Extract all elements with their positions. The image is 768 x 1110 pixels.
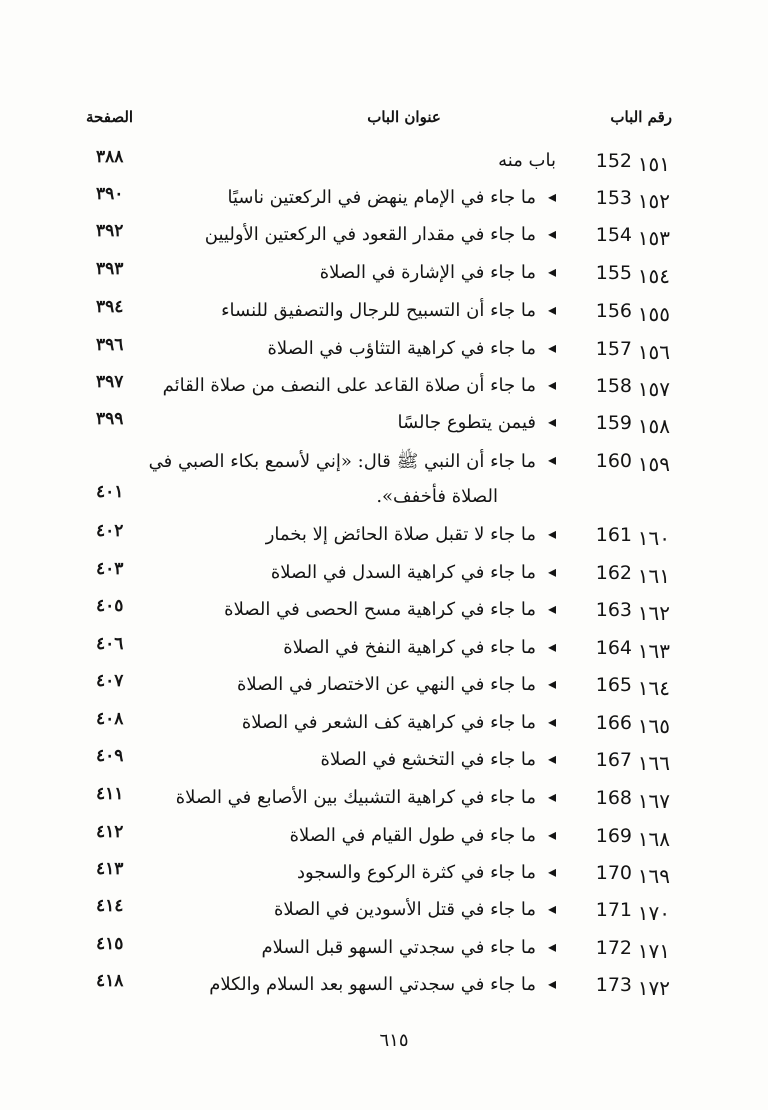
index-row <box>0 595 768 633</box>
chapter-number: 172 <box>595 937 632 959</box>
page-ref: ٤٠٢ <box>96 521 124 541</box>
chapter-number: 165 <box>595 674 632 696</box>
continuation-page: ٤٠١ <box>96 482 124 502</box>
continuation-title: الصلاة فأخفف». <box>376 486 498 507</box>
chapter-number-arabic: ١٦٢ <box>637 601 670 625</box>
chapter-number-arabic: ١٦٩ <box>637 864 670 888</box>
chapter-title: ما جاء أن التسبيح للرجال والتصفيق للنساء <box>221 300 536 321</box>
chapter-title: ما جاء لا تقبل صلاة الحائض إلا بخمار <box>265 524 536 545</box>
bullet-icon: ◂ <box>547 224 556 243</box>
page-ref: ٣٩٢ <box>96 221 124 241</box>
chapter-number-arabic: ١٧٢ <box>637 976 670 1000</box>
chapter-number-arabic: ١٧٠ <box>637 901 670 925</box>
page-ref: ٤٠٦ <box>96 634 124 654</box>
header-page: الصفحة <box>86 108 134 126</box>
page-ref: ٣٩٧ <box>96 372 124 392</box>
page-ref: ٣٩٠ <box>96 184 124 204</box>
index-row <box>0 371 768 409</box>
page-ref: ٤١١ <box>96 784 124 804</box>
index-row <box>0 258 768 296</box>
header-chapter-title: عنوان الباب <box>367 108 441 126</box>
chapter-number: 173 <box>595 974 632 996</box>
chapter-number-arabic: ١٥٤ <box>637 264 670 288</box>
bullet-icon: ◂ <box>547 974 556 993</box>
chapter-number: 163 <box>595 599 632 621</box>
index-row <box>0 296 768 334</box>
chapter-number-arabic: ١٥٦ <box>637 340 670 364</box>
page-ref: ٣٨٨ <box>96 147 124 167</box>
chapter-title: فيمن يتطوع جالسًا <box>397 412 536 433</box>
index-row <box>0 520 768 558</box>
index-row <box>0 745 768 783</box>
chapter-number-arabic: ١٥١ <box>637 152 670 176</box>
chapter-number: 168 <box>595 787 632 809</box>
chapter-title: ما جاء في كراهية التشبيك بين الأصابع في الصلاة <box>175 787 536 808</box>
bullet-icon: ◂ <box>547 375 556 394</box>
bullet-icon: ◂ <box>547 712 556 731</box>
chapter-title: ما جاء في سجدتي السهو بعد السلام والكلام <box>209 974 536 995</box>
bullet-icon: ◂ <box>547 187 556 206</box>
chapter-title: باب منه <box>498 150 556 171</box>
index-row <box>0 783 768 821</box>
chapter-number: 154 <box>595 224 632 246</box>
index-row <box>0 220 768 258</box>
chapter-number-arabic: ١٦٣ <box>637 639 670 663</box>
bullet-icon: ◂ <box>547 637 556 656</box>
chapter-number-arabic: ١٦٠ <box>637 526 670 550</box>
chapter-title: ما جاء في قتل الأسودين في الصلاة <box>273 899 536 920</box>
page-ref: ٤٠٥ <box>96 596 124 616</box>
chapter-title: ما جاء أن النبي ﷺ قال: «إني لأسمع بكاء الصبي في <box>148 451 536 472</box>
page-ref: ٤١٣ <box>96 859 124 879</box>
chapter-title: ما جاء في كراهية السدل في الصلاة <box>270 562 536 583</box>
index-row <box>0 858 768 896</box>
index-row <box>0 933 768 971</box>
bullet-icon: ◂ <box>547 899 556 918</box>
chapter-number: 159 <box>595 412 632 434</box>
index-row <box>0 821 768 859</box>
bullet-icon: ◂ <box>547 338 556 357</box>
chapter-number: 157 <box>595 338 632 360</box>
index-row <box>0 146 768 184</box>
chapter-number: 170 <box>595 862 632 884</box>
page-ref: ٤٠٩ <box>96 746 124 766</box>
chapter-number: 167 <box>595 749 632 771</box>
chapter-number-arabic: ١٦٨ <box>637 827 670 851</box>
page-ref: ٣٩٦ <box>96 335 124 355</box>
bullet-icon: ◂ <box>547 787 556 806</box>
index-row <box>0 183 768 221</box>
chapter-title: ما جاء في كراهية النفخ في الصلاة <box>283 637 536 658</box>
index-row <box>0 970 768 1008</box>
page-ref: ٤٠٣ <box>96 559 124 579</box>
chapter-number: 164 <box>595 637 632 659</box>
chapter-number: 153 <box>595 187 632 209</box>
index-row <box>0 895 768 933</box>
bullet-icon: ◂ <box>547 825 556 844</box>
page-ref: ٤١٢ <box>96 822 124 842</box>
chapter-title: ما جاء في الإمام ينهض في الركعتين ناسيًا <box>227 187 536 208</box>
bullet-icon: ◂ <box>547 937 556 956</box>
bullet-icon: ◂ <box>547 300 556 319</box>
page-ref: ٤٠٨ <box>96 709 124 729</box>
page-ref: ٣٩٤ <box>96 297 124 317</box>
index-row <box>0 708 768 746</box>
bullet-icon: ◂ <box>547 562 556 581</box>
page-ref: ٤١٤ <box>96 896 124 916</box>
chapter-title: ما جاء في سجدتي السهو قبل السلام <box>261 937 536 958</box>
chapter-number: 169 <box>595 825 632 847</box>
chapter-number-arabic: ١٥٢ <box>637 189 670 213</box>
chapter-number-arabic: ١٦٤ <box>637 676 670 700</box>
bullet-icon: ◂ <box>547 749 556 768</box>
bullet-icon: ◂ <box>547 674 556 693</box>
bullet-icon: ◂ <box>547 524 556 543</box>
page-number: ٦١٥ <box>379 1030 409 1051</box>
index-row <box>0 334 768 372</box>
page-ref: ٤١٨ <box>96 971 124 991</box>
chapter-number: 166 <box>595 712 632 734</box>
chapter-title: ما جاء في الإشارة في الصلاة <box>319 262 536 283</box>
chapter-number-arabic: ١٦٧ <box>637 789 670 813</box>
index-row <box>0 446 768 484</box>
chapter-title: ما جاء في مقدار القعود في الركعتين الأوليين <box>204 224 536 245</box>
index-row <box>0 633 768 671</box>
chapter-number-arabic: ١٧١ <box>637 939 670 963</box>
chapter-number-arabic: ١٦٦ <box>637 751 670 775</box>
chapter-number: 158 <box>595 375 632 397</box>
chapter-title: ما جاء في النهي عن الاختصار في الصلاة <box>236 674 536 695</box>
chapter-title: ما جاء في طول القيام في الصلاة <box>289 825 536 846</box>
bullet-icon: ◂ <box>547 450 556 469</box>
chapter-title: ما جاء في كراهية التثاؤب في الصلاة <box>267 338 536 359</box>
chapter-title: ما جاء في كراهية كف الشعر في الصلاة <box>241 712 536 733</box>
bullet-icon: ◂ <box>547 262 556 281</box>
chapter-number-arabic: ١٥٧ <box>637 377 670 401</box>
page-ref: ٣٩٣ <box>96 259 124 279</box>
chapter-number-arabic: ١٥٣ <box>637 226 670 250</box>
chapter-number: 171 <box>595 899 632 921</box>
chapter-number: 155 <box>595 262 632 284</box>
chapter-number: 156 <box>595 300 632 322</box>
index-row <box>0 670 768 708</box>
chapter-number-arabic: ١٥٩ <box>637 452 670 476</box>
header-chapter-number: رقم الباب <box>610 108 672 126</box>
chapter-number-arabic: ١٦١ <box>637 564 670 588</box>
bullet-icon: ◂ <box>547 862 556 881</box>
chapter-number: 160 <box>595 450 632 472</box>
chapter-number: 161 <box>595 524 632 546</box>
page-ref: ٤١٥ <box>96 934 124 954</box>
chapter-number: 152 <box>595 150 632 172</box>
chapter-number-arabic: ١٥٨ <box>637 414 670 438</box>
page-ref: ٤٠٧ <box>96 671 124 691</box>
chapter-title: ما جاء أن صلاة القاعد على النصف من صلاة القائم <box>162 375 536 396</box>
index-row <box>0 558 768 596</box>
chapter-title: ما جاء في التخشع في الصلاة <box>320 749 536 770</box>
bullet-icon: ◂ <box>547 599 556 618</box>
index-row <box>0 408 768 446</box>
chapter-number-arabic: ١٦٥ <box>637 714 670 738</box>
chapter-title: ما جاء في كراهية مسح الحصى في الصلاة <box>224 599 536 620</box>
bullet-icon: ◂ <box>547 412 556 431</box>
chapter-number: 162 <box>595 562 632 584</box>
page-ref: ٣٩٩ <box>96 409 124 429</box>
chapter-number-arabic: ١٥٥ <box>637 302 670 326</box>
chapter-title: ما جاء في كثرة الركوع والسجود <box>297 862 536 883</box>
